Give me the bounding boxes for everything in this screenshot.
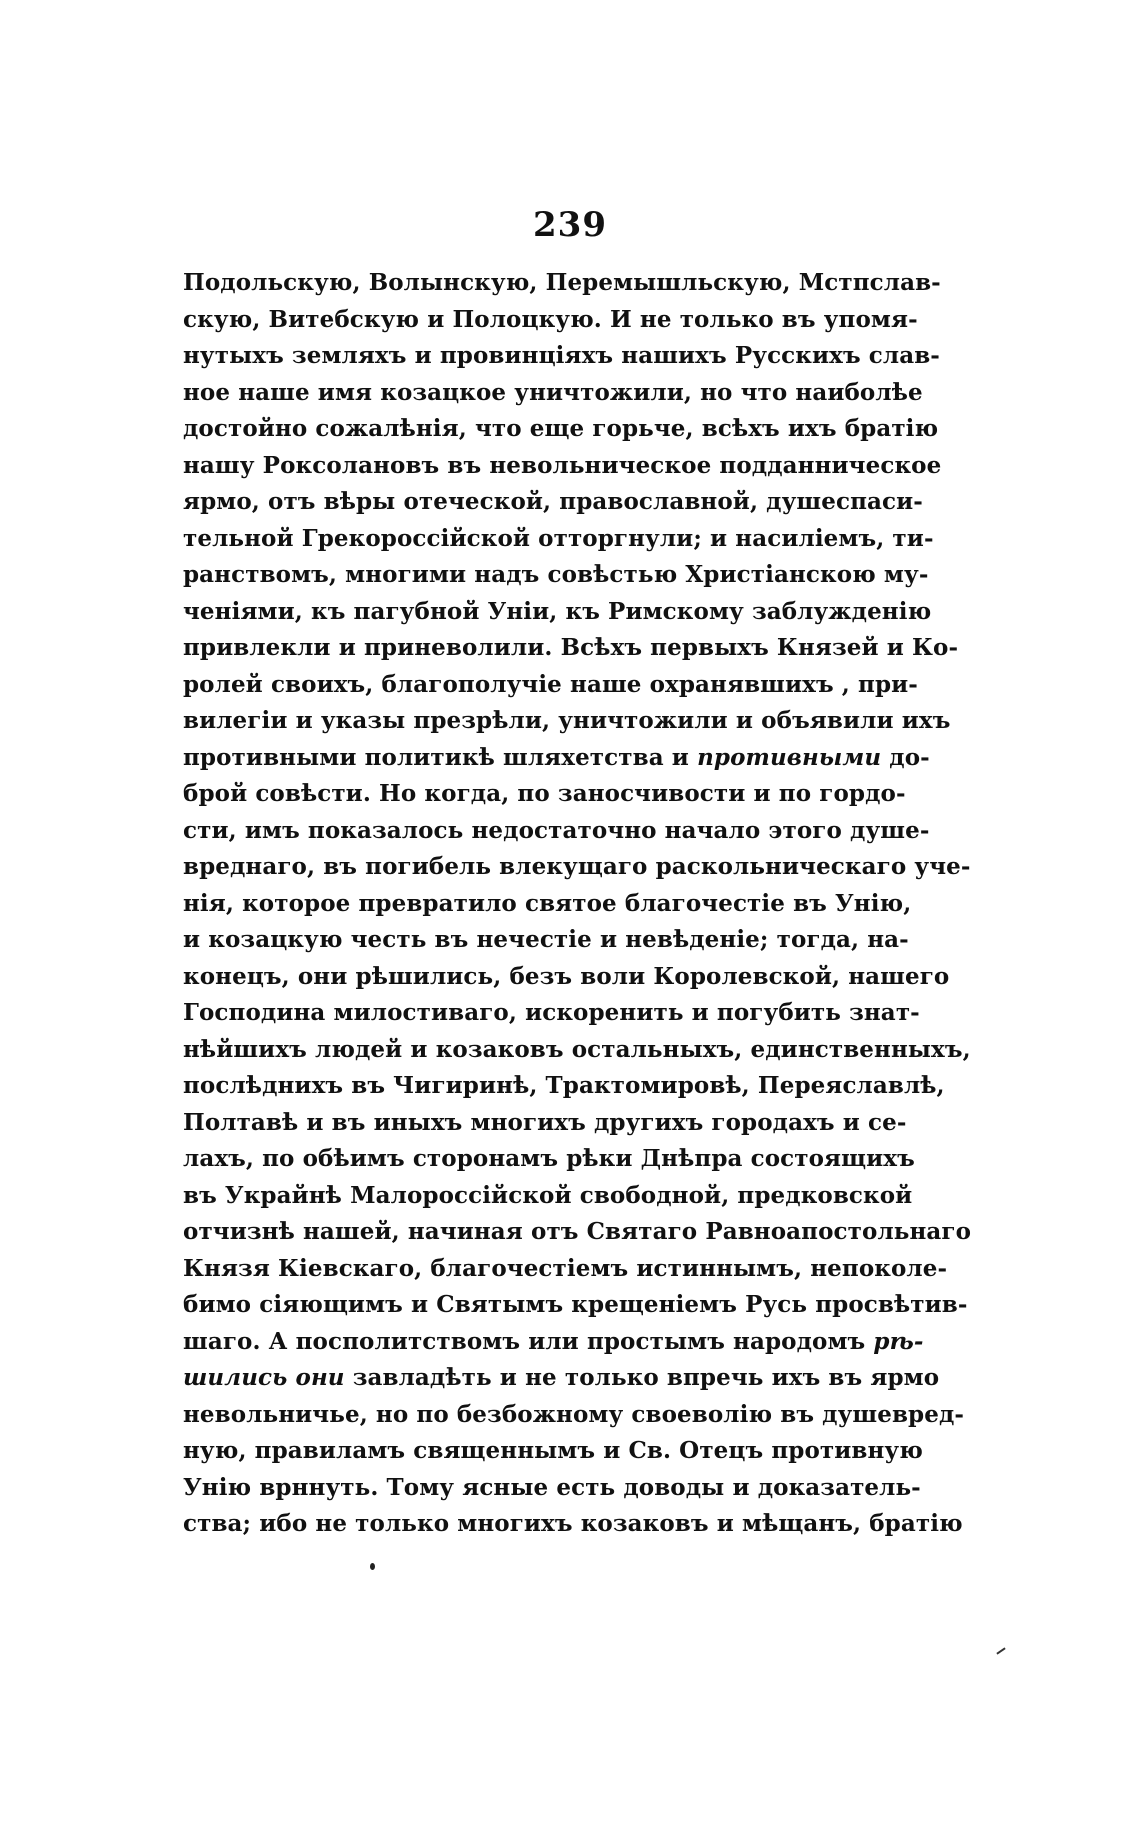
italic-fragment: противными [697, 743, 882, 771]
text-line: сти, имъ показалось недостаточно начало этого душе- [183, 816, 930, 844]
text-line: тельной Грекороссiйской отторгнули; и насилiемъ, ти- [183, 524, 934, 552]
text-line: послѣднихъ въ Чигиринѣ, Трактомировѣ, Переяславлѣ, [183, 1072, 945, 1099]
text-line: Унiю врннуть. Тому ясные есть доводы и доказатель- [183, 1473, 921, 1501]
ink-tick-mark [996, 1647, 1005, 1654]
text-line: Господина милостиваго, искоренить и погубить знат- [183, 999, 920, 1026]
text-line: ченiями, къ пагубной Унiи, къ Римскому заблужденiю [183, 597, 932, 625]
text-line: привлекли и приневолили. Всѣхъ первыхъ Князей и Ко- [183, 634, 959, 661]
text-line: Князя Кiевскаго, благочестiемъ истиннымъ, непоколе- [183, 1254, 948, 1282]
text-line: ное наше имя козацкое уничтожили, но что наиболѣе [183, 378, 923, 406]
text-line: нашу Роксолановъ въ невольническое подданническое [183, 451, 942, 479]
text-line: достойно сожалѣнiя, что еще горьче, всѣхъ ихъ братiю [183, 415, 939, 442]
text-line: невольничье, но по безбожному своеволiю въ душевред- [183, 1400, 965, 1428]
text-line: нутыхъ земляхъ и провинцiяхъ нашихъ Русскихъ слав- [183, 342, 940, 369]
italic-fragment: шились они [183, 1364, 345, 1391]
text-line-with-italic: шились они завладѣть и не только впречь ихъ въ ярмо [183, 1364, 940, 1391]
text-line: брой совѣсти. Но когда, по заносчивости и по гордо- [183, 780, 906, 807]
text-line: ранствомъ, многими надъ совѣстью Христiанскою му- [183, 561, 929, 588]
text-line: ролей своихъ, благополучiе наше охранявшихъ , при- [183, 670, 918, 698]
text-line: въ Украйнѣ Малороссiйской свободной, предковской [183, 1181, 913, 1209]
text-line: Подольскую, Волынскую, Перемышльскую, Мстпслав- [183, 269, 941, 296]
text-line: ную, правиламъ священнымъ и Св. Отецъ противную [183, 1437, 923, 1464]
text-line: отчизнѣ нашей, начиная отъ Святаго Равноапостольнаго [183, 1218, 972, 1245]
text-line: и козацкую честь въ нечестiе и невѣденiе; тогда, на- [183, 926, 909, 953]
text-line: вреднаго, въ погибель влекущаго раскольническаго уче- [183, 853, 971, 880]
text-line: ярмо, отъ вѣры отеческой, православной, душеспаси- [183, 488, 923, 515]
text-line: нiя, которое превратило святое благочестiе въ Унiю, [183, 889, 912, 917]
body-text [183, 265, 972, 1543]
text-line: нѣйшихъ людей и козаковъ остальныхъ, единственныхъ, [183, 1035, 971, 1063]
italic-fragment: рѣ- [873, 1327, 924, 1355]
ink-speck [370, 1563, 375, 1570]
text-line-with-italic: противными политикѣ шляхетства и противными до- [183, 743, 930, 771]
text-line: лахъ, по обѣимъ сторонамъ рѣки Днѣпра состоящихъ [183, 1145, 915, 1172]
text-line: скую, Витебскую и Полоцкую. И не только въ упомя- [183, 305, 918, 333]
text-line: Полтавѣ и въ иныхъ многихъ другихъ городахъ и се- [183, 1108, 907, 1136]
text-line-with-italic: шаго. А посполитствомъ или простымъ народомъ рѣ- [183, 1327, 924, 1355]
text-line: конецъ, они рѣшились, безъ воли Королевской, нашего [183, 962, 950, 990]
page-number: 239 [533, 205, 607, 245]
text-line: вилегiи и указы презрѣли, уничтожили и объявили ихъ [183, 707, 951, 734]
text-line: бимо сiяющимъ и Святымъ крещенiемъ Русь просвѣтив- [183, 1291, 968, 1318]
text-line: ства; ибо не только многихъ козаковъ и мѣщанъ, братiю [183, 1510, 963, 1537]
